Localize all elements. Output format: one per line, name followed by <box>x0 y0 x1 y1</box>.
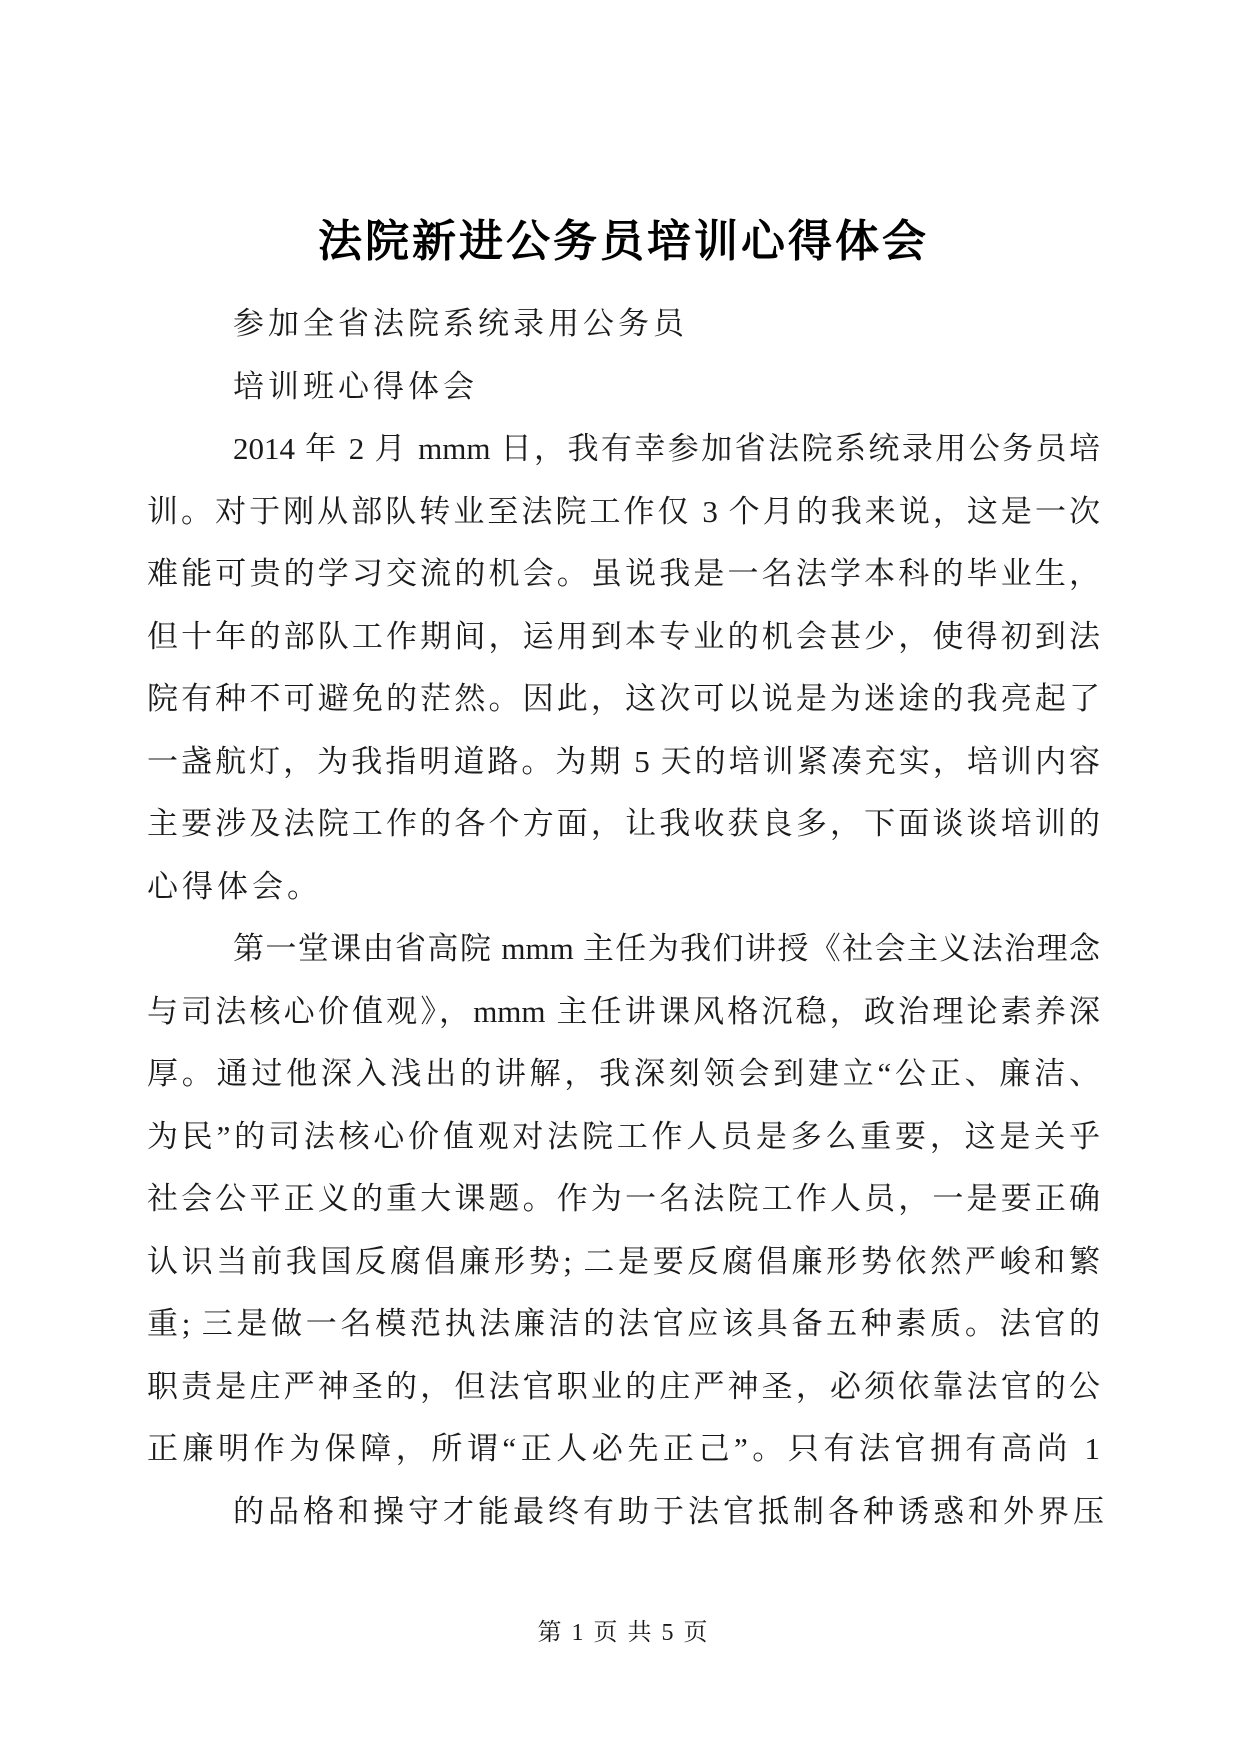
body-line: 正廉明作为保障，所谓“正人必先正己”。只有法官拥有高尚 1 <box>147 1431 1100 1466</box>
body-line: 职责是庄严神圣的，但法官职业的庄严神圣，必须依靠法官的公 <box>147 1368 1100 1404</box>
body-line: 但十年的部队工作期间，运用到本专业的机会甚少，使得初到法 <box>147 618 1100 654</box>
document-body <box>147 293 1108 1543</box>
body-line: 认识当前我国反腐倡廉形势; 二是要反腐倡廉形势依然严峻和繁 <box>147 1243 1100 1279</box>
body-line: 参加全省法院系统录用公务员 <box>233 306 688 341</box>
body-line: 的品格和操守才能最终有助于法官抵制各种诱惑和外界压 <box>233 1493 1108 1529</box>
document-title: 法院新进公务员培训心得体会 <box>318 217 929 266</box>
body-line: 第一堂课由省高院 mmm 主任为我们讲授《社会主义法治理念 <box>233 931 1100 966</box>
body-line: 一盏航灯，为我指明道路。为期 5 天的培训紧凑充实，培训内容 <box>147 743 1100 779</box>
body-line: 心得体会。 <box>147 868 322 904</box>
page-number-footer: 第 1 页 共 5 页 <box>537 1620 710 1646</box>
body-line: 训。对于刚从部队转业至法院工作仅 3 个月的我来说，这是一次 <box>147 493 1100 529</box>
body-line: 为民”的司法核心价值观对法院工作人员是多么重要，这是关乎 <box>147 1118 1100 1154</box>
body-line: 厚。通过他深入浅出的讲解，我深刻领会到建立“公正、廉洁、 <box>147 1056 1100 1091</box>
body-line: 难能可贵的学习交流的机会。虽说我是一名法学本科的毕业生， <box>147 556 1100 591</box>
body-line: 与司法核心价值观》，mmm 主任讲课风格沉稳，政治理论素养深 <box>147 993 1100 1029</box>
document-content <box>0 211 1241 1651</box>
body-line: 院有种不可避免的茫然。因此，这次可以说是为迷途的我亮起了 <box>147 681 1100 716</box>
body-line: 主要涉及法院工作的各个方面，让我收获良多，下面谈谈培训的 <box>147 806 1100 841</box>
body-line: 培训班心得体会 <box>233 368 478 404</box>
body-line: 社会公平正义的重大课题。作为一名法院工作人员，一是要正确 <box>147 1181 1100 1216</box>
body-line: 2014 年 2 月 mmm 日，我有幸参加省法院系统录用公务员培 <box>233 431 1100 466</box>
body-line: 重; 三是做一名模范执法廉洁的法官应该具备五种素质。法官的 <box>147 1306 1100 1341</box>
